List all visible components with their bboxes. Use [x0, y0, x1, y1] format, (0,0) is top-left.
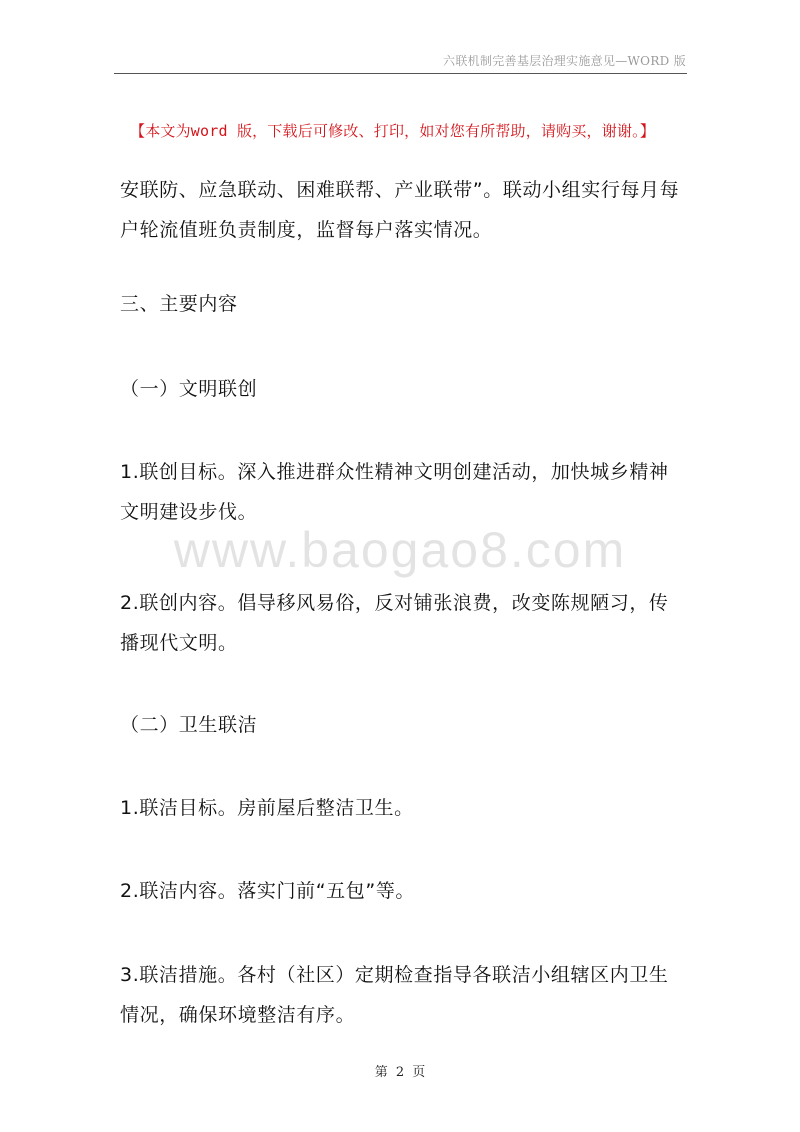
section-heading-main-content: 三、主要内容	[120, 293, 238, 315]
purchase-notice: 【本文为word 版，下载后可修改、打印，如对您有所帮助，请购买，谢谢。】	[130, 122, 656, 140]
footer-suffix: 页	[412, 1065, 426, 1080]
header-divider	[114, 73, 687, 74]
subsection-heading-hygiene: （二）卫生联洁	[120, 714, 258, 736]
page-footer	[0, 1061, 800, 1080]
watermark: www.baogao8.com	[173, 522, 627, 578]
paragraph-civil-goal: 1.联创目标。深入推进群众性精神文明创建活动，加快城乡精神文明建设步伐。	[120, 461, 669, 523]
paragraph-hygiene-goal: 1.联洁目标。房前屋后整洁卫生。	[120, 797, 414, 819]
header-title: 六联机制完善基层治理实施意见—WORD 版	[443, 54, 686, 68]
paragraph-continued: 安联防、应急联动、困难联帮、产业联带”。联动小组实行每月每户轮流值班负责制度，监督每户落实情况。	[120, 179, 680, 241]
page-number: 2	[395, 1065, 405, 1080]
paragraph-hygiene-measures: 3.联洁措施。各村（社区）定期检查指导各联洁小组辖区内卫生情况，确保环境整洁有序。	[120, 964, 669, 1026]
footer-prefix: 第	[374, 1065, 388, 1080]
paragraph-civil-content: 2.联创内容。倡导移风易俗，反对铺张浪费，改变陈规陋习，传播现代文明。	[120, 592, 669, 654]
subsection-heading-civilization: （一）文明联创	[120, 378, 258, 400]
paragraph-hygiene-content: 2.联洁内容。落实门前“五包”等。	[120, 880, 416, 902]
